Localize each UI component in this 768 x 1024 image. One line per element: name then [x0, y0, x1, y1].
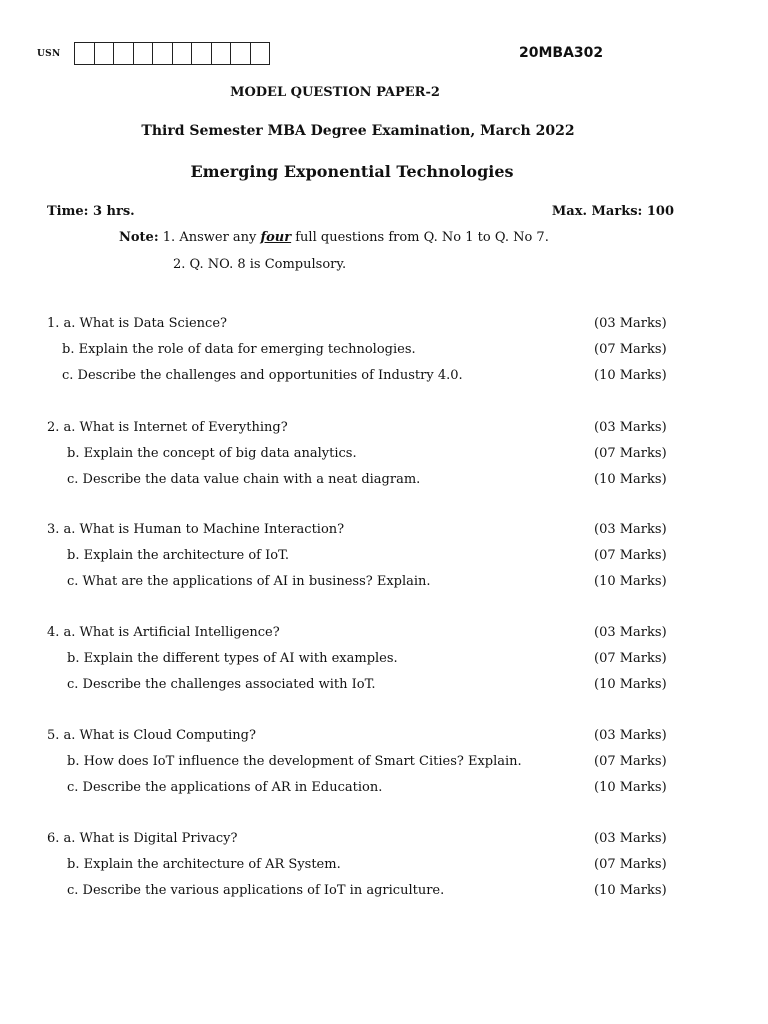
note-line-1 — [119, 230, 549, 245]
question-6-c: c. Describe the various applications of IoT in agriculture. — [67, 882, 445, 898]
question-2-b-marks: (07 Marks) — [594, 445, 667, 461]
question-3-c: c. What are the applications of AI in business? Explain. — [67, 573, 431, 589]
note-label: Note: — [119, 230, 159, 245]
question-2-b: b. Explain the concept of big data analytics. — [67, 445, 357, 461]
question-6-a-marks: (03 Marks) — [594, 831, 667, 846]
question-6-b: b. Explain the architecture of AR System. — [67, 856, 341, 872]
question-1-c: c. Describe the challenges and opportunities of Industry 4.0. — [62, 367, 463, 383]
question-1-a-marks: (03 Marks) — [594, 316, 667, 331]
question-4-b-marks: (07 Marks) — [594, 650, 667, 666]
usn-box — [95, 43, 115, 64]
question-1-c-marks: (10 Marks) — [594, 367, 667, 383]
note-line-2: 2. Q. NO. 8 is Compulsory. — [173, 257, 347, 272]
usn-box — [192, 43, 212, 64]
usn-box — [212, 43, 232, 64]
question-3-c-marks: (10 Marks) — [594, 573, 667, 589]
usn-box — [231, 43, 251, 64]
usn-boxes — [74, 42, 270, 65]
question-3-a: 3. a. What is Human to Machine Interaction? — [47, 522, 345, 537]
max-marks: Max. Marks: 100 — [551, 204, 674, 219]
usn-box — [251, 43, 270, 64]
question-1-b-marks: (07 Marks) — [594, 341, 667, 357]
note-line-1-post: full questions from Q. No 1 to Q. No 7. — [291, 230, 549, 245]
time-allowed: Time: 3 hrs. — [47, 204, 135, 219]
usn-box — [153, 43, 173, 64]
question-5-a-marks: (03 Marks) — [594, 728, 667, 743]
usn-box — [134, 43, 154, 64]
question-4-a-marks: (03 Marks) — [594, 625, 667, 640]
note-emphasis: four — [260, 230, 292, 245]
question-3-b-marks: (07 Marks) — [594, 547, 667, 563]
question-5-b: b. How does IoT influence the development of Smart Cities? Explain. — [67, 753, 522, 769]
question-5-c-marks: (10 Marks) — [594, 779, 667, 795]
subject-title: Emerging Exponential Technologies — [190, 162, 514, 181]
question-4-c: c. Describe the challenges associated with IoT. — [67, 676, 376, 692]
question-2-a-marks: (03 Marks) — [594, 420, 667, 435]
usn-box — [114, 43, 134, 64]
question-3-a-marks: (03 Marks) — [594, 522, 667, 537]
usn-box — [75, 43, 95, 64]
exam-title: Third Semester MBA Degree Examination, March 2022 — [141, 123, 575, 139]
question-2-a: 2. a. What is Internet of Everything? — [47, 420, 288, 435]
question-6-c-marks: (10 Marks) — [594, 882, 667, 898]
question-2-c-marks: (10 Marks) — [594, 471, 667, 487]
question-5-a: 5. a. What is Cloud Computing? — [47, 728, 256, 743]
question-3-b: b. Explain the architecture of IoT. — [67, 547, 289, 563]
question-2-c: c. Describe the data value chain with a neat diagram. — [67, 471, 421, 487]
usn-field — [37, 42, 270, 65]
question-5-c: c. Describe the applications of AR in Education. — [67, 779, 383, 795]
question-1-b: b. Explain the role of data for emerging technologies. — [62, 341, 416, 357]
question-4-c-marks: (10 Marks) — [594, 676, 667, 692]
usn-box — [173, 43, 193, 64]
paper-title: MODEL QUESTION PAPER-2 — [230, 85, 440, 100]
note-line-1-pre: 1. Answer any — [162, 230, 261, 245]
paper-code: 20MBA302 — [519, 45, 604, 61]
usn-label: USN — [37, 48, 61, 59]
question-5-b-marks: (07 Marks) — [594, 753, 667, 769]
question-1-a: 1. a. What is Data Science? — [47, 316, 227, 331]
question-4-a: 4. a. What is Artificial Intelligence? — [47, 625, 280, 640]
question-6-b-marks: (07 Marks) — [594, 856, 667, 872]
question-4-b: b. Explain the different types of AI with examples. — [67, 650, 398, 666]
question-6-a: 6. a. What is Digital Privacy? — [47, 831, 238, 846]
